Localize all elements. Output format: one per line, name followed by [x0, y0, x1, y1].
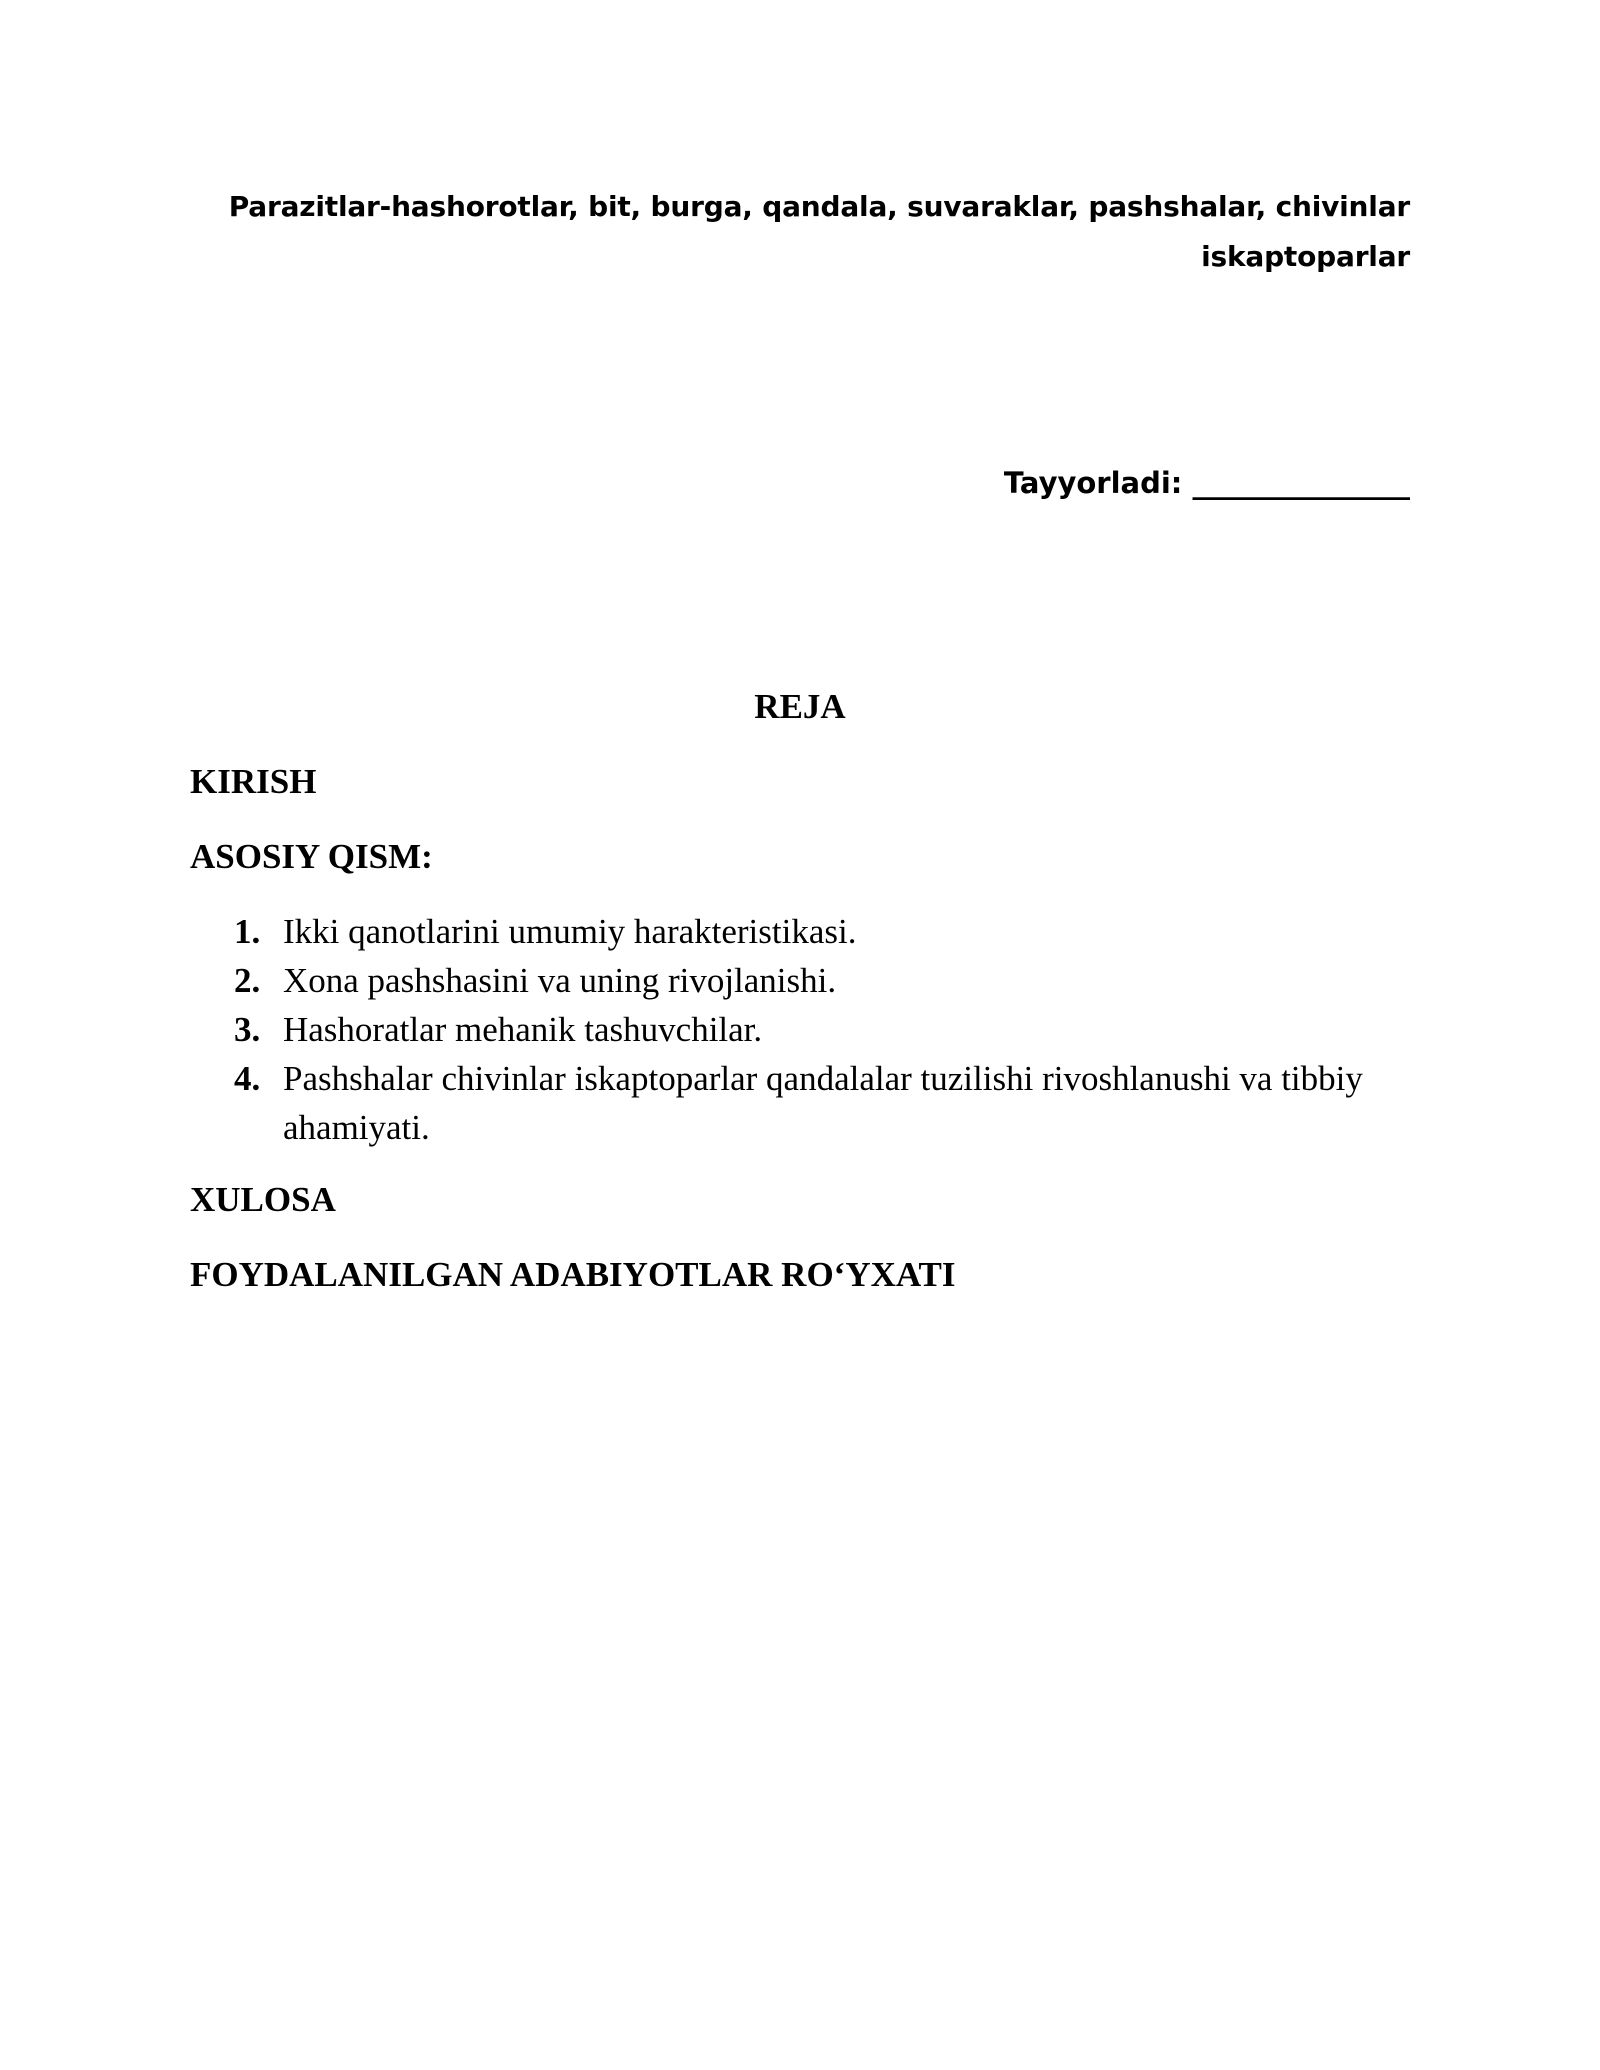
plan-item-text: Hashoratlar mehanik tashuvchilar.: [283, 1010, 763, 1049]
section-conclusion: XULOSA: [190, 1180, 336, 1219]
plan-item-number: 3.: [234, 1010, 261, 1049]
plan-item-number: 1.: [234, 912, 261, 951]
document-title: Parazitlar-hashorotlar, bit, burga, qandala, suvaraklar, pashshalar, chivinlar iskaptoparlar: [228, 190, 1410, 273]
section-main-part: ASOSIY QISM:: [190, 837, 433, 876]
plan-item-text: Ikki qanotlarini umumiy harakteristikasi.: [283, 912, 857, 951]
plan-item: [190, 1054, 1415, 1152]
plan-item-text: Xona pashshasini va uning rivojlanishi.: [283, 961, 837, 1000]
plan-item-text: Pashshalar chivinlar iskaptoparlar qandalalar tuzilishi rivoshlanushi va tibbiy ahamiyati.: [283, 1059, 1363, 1147]
section-references: FOYDALANILGAN ADABIYOTLAR RO‘YXATI: [190, 1255, 956, 1294]
plan-item: [190, 1005, 1415, 1054]
plan-item-number: 4.: [234, 1059, 261, 1098]
plan-item: [190, 907, 1415, 956]
plan-list: [190, 907, 1415, 1152]
plan-heading: REJA: [754, 687, 846, 726]
section-intro: KIRISH: [190, 762, 317, 801]
prepared-by-line: Tayyorladi: _______________: [1003, 466, 1410, 500]
plan-item-number: 2.: [234, 961, 261, 1000]
plan-item: [190, 956, 1415, 1005]
